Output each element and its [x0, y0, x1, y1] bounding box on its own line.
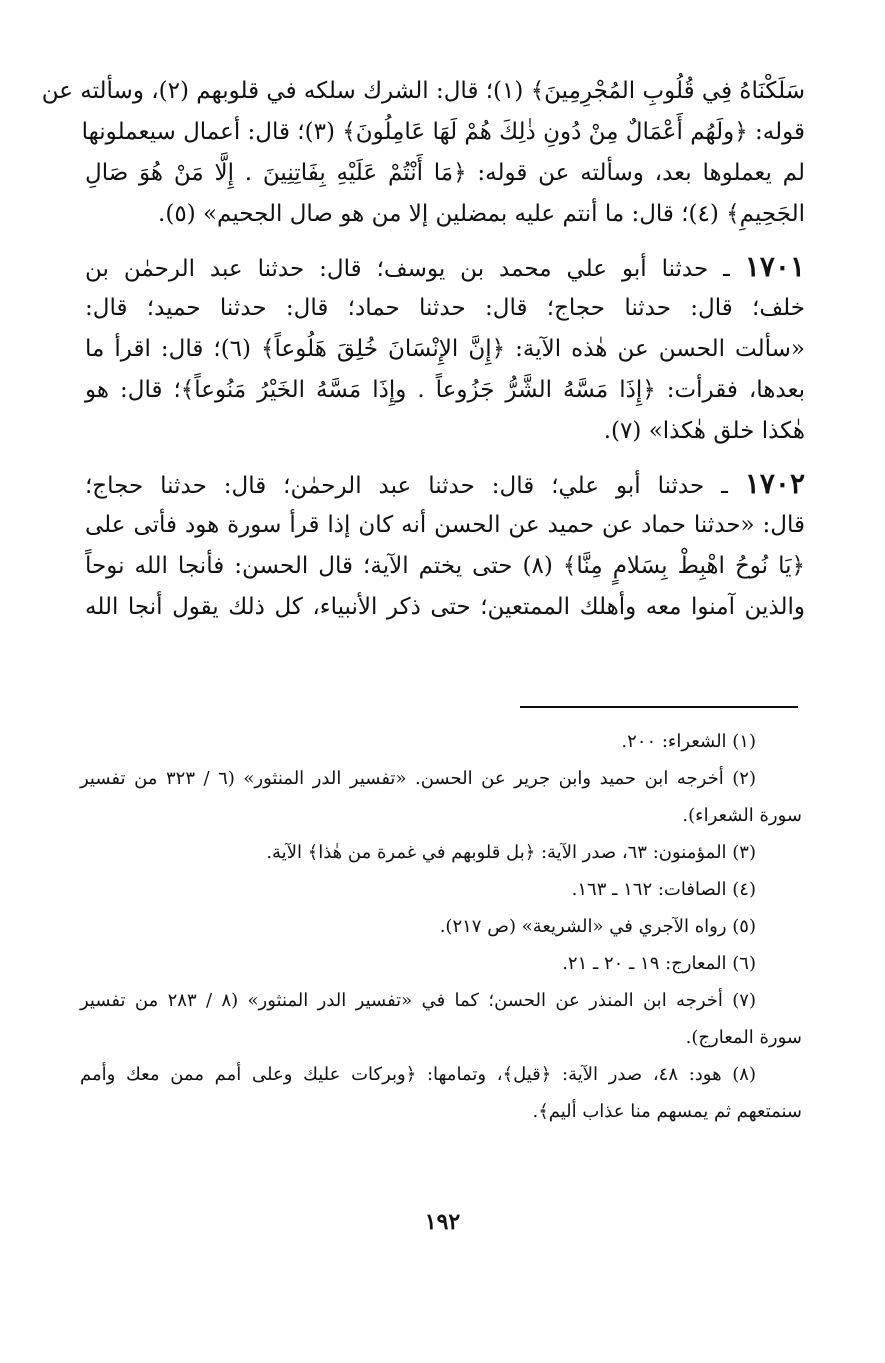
- body-line: قوله: ﴿ولَهُم أَعْمَالٌ مِنْ دُونِ ذٰلِكَ هُمْ لَهَا عَامِلُونَ﴾ (٣)؛ قال: أعمال سيعملونها: [81, 119, 805, 145]
- page-number: ١٩٢: [424, 1209, 461, 1235]
- hadith-number: ١٧٠٢: [744, 467, 805, 500]
- footnote-4: (٤) الصافات: ١٦٢ ـ ١٦٣.: [571, 879, 756, 900]
- footnote-3: (٣) المؤمنون: ٦٣، صدر الآية: ﴿بل قلوبهم في غمرة من هٰذا﴾ الآية.: [266, 842, 756, 863]
- body-line: بعدها، فقرأت: ﴿إِذَا مَسَّهُ الشَّرُّ جَزُوعاً . وإِذَا مَسَّهُ الخَيْرُ مَنُوعاً﴾؛ قال: هو: [85, 377, 805, 403]
- body-line: الجَحِيمِ﴾ (٤)؛ قال: ما أنتم عليه بمضلين إلا من هو صال الجحيم» (٥).: [158, 201, 805, 227]
- footnote-5: (٥) رواه الآجري في «الشريعة» (ص ٢١٧).: [439, 916, 756, 937]
- body-line: سَلَكْنَاهُ فِي قُلُوبِ المُجْرِمِينَ﴾ (١)؛ قال: الشرك سلكه في قلوبهم (٢)، وسألته عن: [41, 78, 805, 104]
- paragraph-gap: [85, 457, 805, 469]
- body-line: لم يعملوها بعد، وسألته عن قوله: ﴿مَا أَنْتُمْ عَلَيْهِ بِفَاتِنِينَ . إِلَّا مَنْ هُوَ صَالِ: [85, 160, 805, 186]
- body-line: ﴿يَا نُوحُ اهْبِطْ بِسَلامٍ مِنَّا﴾ (٨) حتى يختم الآية؛ قال الحسن: فأنجا الله نوحاً: [85, 553, 806, 579]
- footnote-divider: [520, 706, 798, 708]
- footnote-8: (٨) هود: ٤٨، صدر الآية: ﴿قيل﴾، وتمامها: ﴿وبركات عليك وعلى أمم ممن معك وأمم: [80, 1064, 756, 1085]
- footnote-6: (٦) المعارج: ١٩ ـ ٢٠ ـ ٢١.: [562, 953, 756, 974]
- hadith-number: ١٧٠١: [744, 250, 805, 283]
- main-text: [41, 76, 806, 633]
- hadith-1701-first-line: [85, 252, 805, 293]
- hadith-text: ـ حدثنا أبو علي محمد بن يوسف؛ قال: حدثنا عبد الرحمٰن بن: [85, 256, 745, 282]
- body-line: هٰكذا خلق هٰكذا» (٧).: [603, 418, 805, 444]
- footnote-1: (١) الشعراء: ٢٠٠.: [621, 731, 756, 752]
- body-line: «سألت الحسن عن هٰذه الآية: ﴿إِنَّ الإِنْسَانَ خُلِقَ هَلُوعاً﴾ (٦)؛ قال: اقرأ ما: [85, 336, 805, 362]
- hadith-1702-first-line: [85, 469, 805, 510]
- footnote-2: (٢) أخرجه ابن حميد وابن جرير عن الحسن. «تفسير الدر المنثور» (٦ / ٣٢٣ من تفسير: [80, 768, 756, 789]
- footnotes: [80, 730, 802, 1137]
- body-line: خلف؛ قال: حدثنا حجاج؛ قال: حدثنا حماد؛ قال: حدثنا حميد؛ قال:: [85, 295, 805, 321]
- paragraph-gap: [85, 240, 805, 252]
- body-line: والذين آمنوا معه وأهلك الممتعين؛ حتى ذكر الأنبياء، كل ذلك يقول أنجا الله: [85, 594, 805, 620]
- footnote-2-continued: سورة الشعراء).: [682, 805, 802, 826]
- footnote-7: (٧) أخرجه ابن المنذر عن الحسن؛ كما في «تفسير الدر المنثور» (٨ / ٢٨٣ من تفسير: [80, 990, 756, 1011]
- footnote-8-continued: سنمتعهم ثم يمسهم منا عذاب أليم﴾.: [532, 1101, 802, 1122]
- body-line: قال: «حدثنا حماد عن حميد عن الحسن أنه كان إذا قرأ سورة هود فأتى على: [85, 512, 805, 538]
- hadith-text: ـ حدثنا أبو علي؛ قال: حدثنا عبد الرحمٰن؛ قال: حدثنا حجاج؛: [85, 473, 745, 499]
- footnote-7-continued: سورة المعارج).: [685, 1027, 802, 1048]
